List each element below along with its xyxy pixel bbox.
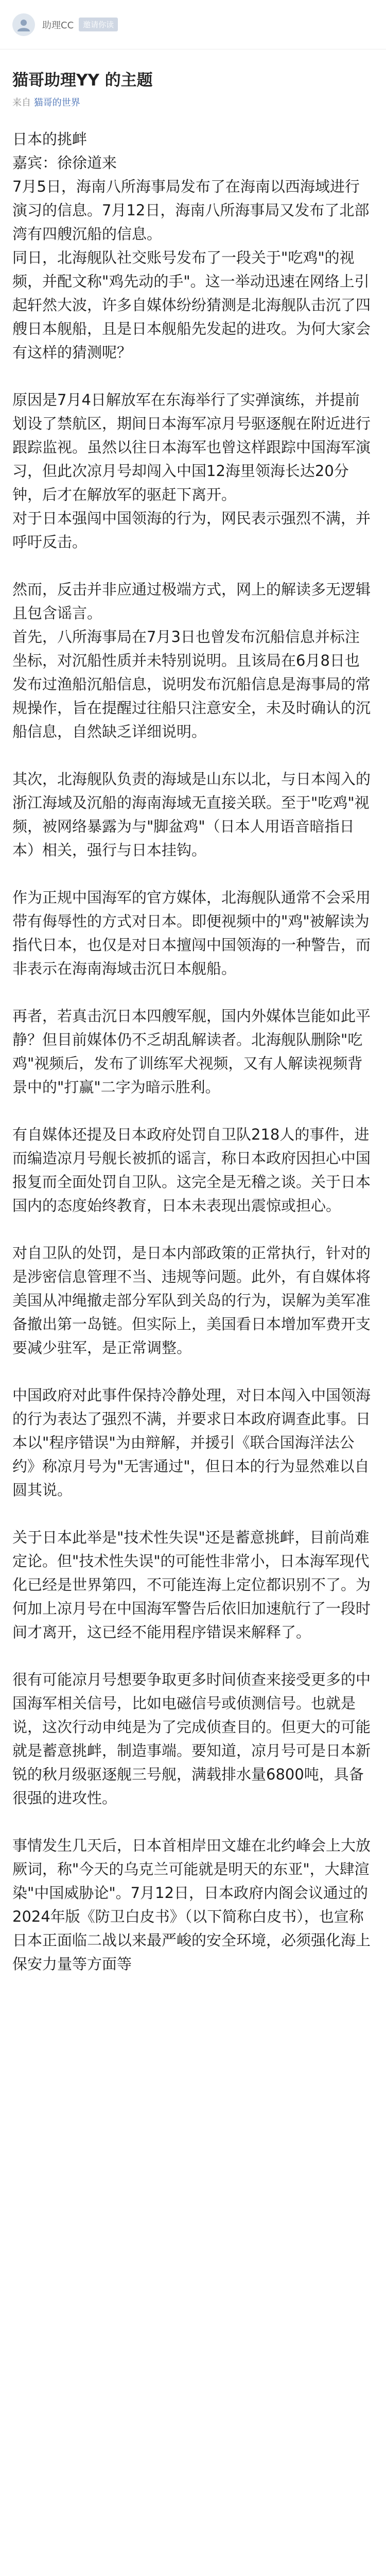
article-paragraph: 很有可能凉月号想要争取更多时间侦查来接受更多的中国海军相关信号，比如电磁信号或侦测信号。也就是说，这次行动申纯是为了完成侦查目的。但更大的可能就是蓄意挑衅，制造事端。要知道，凉月号可是日本新锐的秋月级驱逐舰三号舰，满载排水量6800吨，具备很强的进攻性。: [12, 1671, 371, 1807]
article-paragraph: 关于日本此举是"技术性失误"还是蓄意挑衅，目前尚难定论。但"技术性失误"的可能性非常小，日本海军现代化已经是世界第四，不可能连海上定位都识别不了。为何加上凉月号在中国海军警告后依旧加速航行了一段时间才离开，这已经不能用程序错误来解释了。: [12, 1529, 371, 1641]
article-paragraph: 再者，若真击沉日本四艘军舰，国内外媒体岂能如此平静？但目前媒体仍不乏胡乱解读者。北海舰队删除"吃鸡"视频后，发布了训练军犬视频，又有人解读视频背景中的"打赢"二字为暗示胜利。: [12, 1007, 371, 1096]
article-paragraph: 7月5日，海南八所海事局发布了在海南以西海域进行演习的信息。7月12日，海南八所海事局又发布了北部湾有四艘沉船的信息。 同日，北海舰队社交账号发布了一段关于"吃鸡"的视频，并配文称"鸡先动的手"。这一举动迅速在网络上引起轩然大波，许多自媒体纷纷猜测是北海舰队击沉了四艘日本舰船，且是日本舰船先发起的进攻。为何大家会有这样的猜测呢？: [12, 178, 371, 361]
user-icon: [16, 17, 31, 32]
avatar[interactable]: [12, 13, 35, 36]
article-paragraph: 中国政府对此事件保持冷静处理，对日本闯入中国领海的行为表达了强烈不满，并要求日本政府调查此事。日本以"程序错误"为由辩解，并援引《联合国海洋法公约》称凉月号为"无害通过"，但日本的行为显然难以自圆其说。: [12, 1386, 371, 1499]
article-paragraph: 有自媒体还提及日本政府处罚自卫队218人的事件，进而编造凉月号舰长被抓的谣言，称日本政府因担心中国报复而全面处罚自卫队。这完全是无稽之谈。关于日本国内的态度始终教育，日本未表现出震惊或担心。: [12, 1126, 371, 1214]
article-paragraph: 然而，反击并非应通过极端方式，网上的解读多无逻辑且包含谣言。 首先，八所海事局在7月3日也曾发布沉船信息并标注坐标，对沉船性质并未特别说明。且该局在6月8日也发布过渔船沉船信息，说明发布沉船信息是海事局的常规操作，旨在提醒过往船只注意安全，未及时确认的沉船信息，自然缺乏详细说明。: [12, 581, 371, 740]
invite-badge: 邀请你读: [79, 18, 118, 31]
article-heading: 日本的挑衅 嘉宾：徐徐道来: [12, 130, 117, 172]
topic-title: 猫哥助理YY 的主题: [12, 71, 153, 90]
article-paragraph: 作为正规中国海军的官方媒体，北海舰队通常不会采用带有侮辱性的方式对日本。即便视频中的"鸡"被解读为指代日本，也仅是对日本擅闯中国领海的一种警告，而非表示在海南海域击沉日本舰船。: [12, 889, 371, 977]
source-prefix: 来自: [12, 97, 31, 108]
header: [0, 0, 386, 49]
article-paragraph: 其次，北海舰队负责的海域是山东以北，与日本闯入的浙江海域及沉船的海南海域无直接关联。至于"吃鸡"视频，被网络暴露为与"脚盆鸡"（日本人用语音暗指日本）相关，强行与日本挂钩。: [12, 770, 371, 859]
source-link[interactable]: 猫哥的世界: [33, 97, 80, 108]
topic-source: [0, 95, 386, 127]
user-name: 助理CC: [42, 20, 74, 31]
article-content: [0, 127, 386, 1976]
article-paragraph: 原因是7月4日解放军在东海举行了实弹演练，并提前划设了禁航区，期间日本海军凉月号驱逐舰在附近进行跟踪监视。虽然以往日本海军也曾这样跟踪中国海军演习，但此次凉月号却闯入中国12海里领海长达20分钟，后才在解放军的驱赶下离开。 对于日本强闯中国领海的行为，网民表示强烈不满，并呼吁反击。: [12, 391, 371, 551]
article-paragraph: 对自卫队的处罚，是日本内部政策的正常执行，针对的是涉密信息管理不当、违规等问题。此外，有自媒体将美国从冲绳撤走部分军队到关岛的行为，误解为美军准备撤出第一岛链。但实际上，美国看日本增加军费开支要减少驻军，是正常调整。: [12, 1244, 371, 1357]
article-paragraph: 事情发生几天后，日本首相岸田文雄在北约峰会上大放厥词，称"今天的乌克兰可能就是明天的东亚"，大肆渲染"中国威胁论"。7月12日，日本政府内阁会议通过的2024年版《防卫白皮书》（以下简称白皮书），也宣称日本正面临二战以来最严峻的安全环境，必须强化海上保安力量等方面等: [12, 1837, 371, 1973]
